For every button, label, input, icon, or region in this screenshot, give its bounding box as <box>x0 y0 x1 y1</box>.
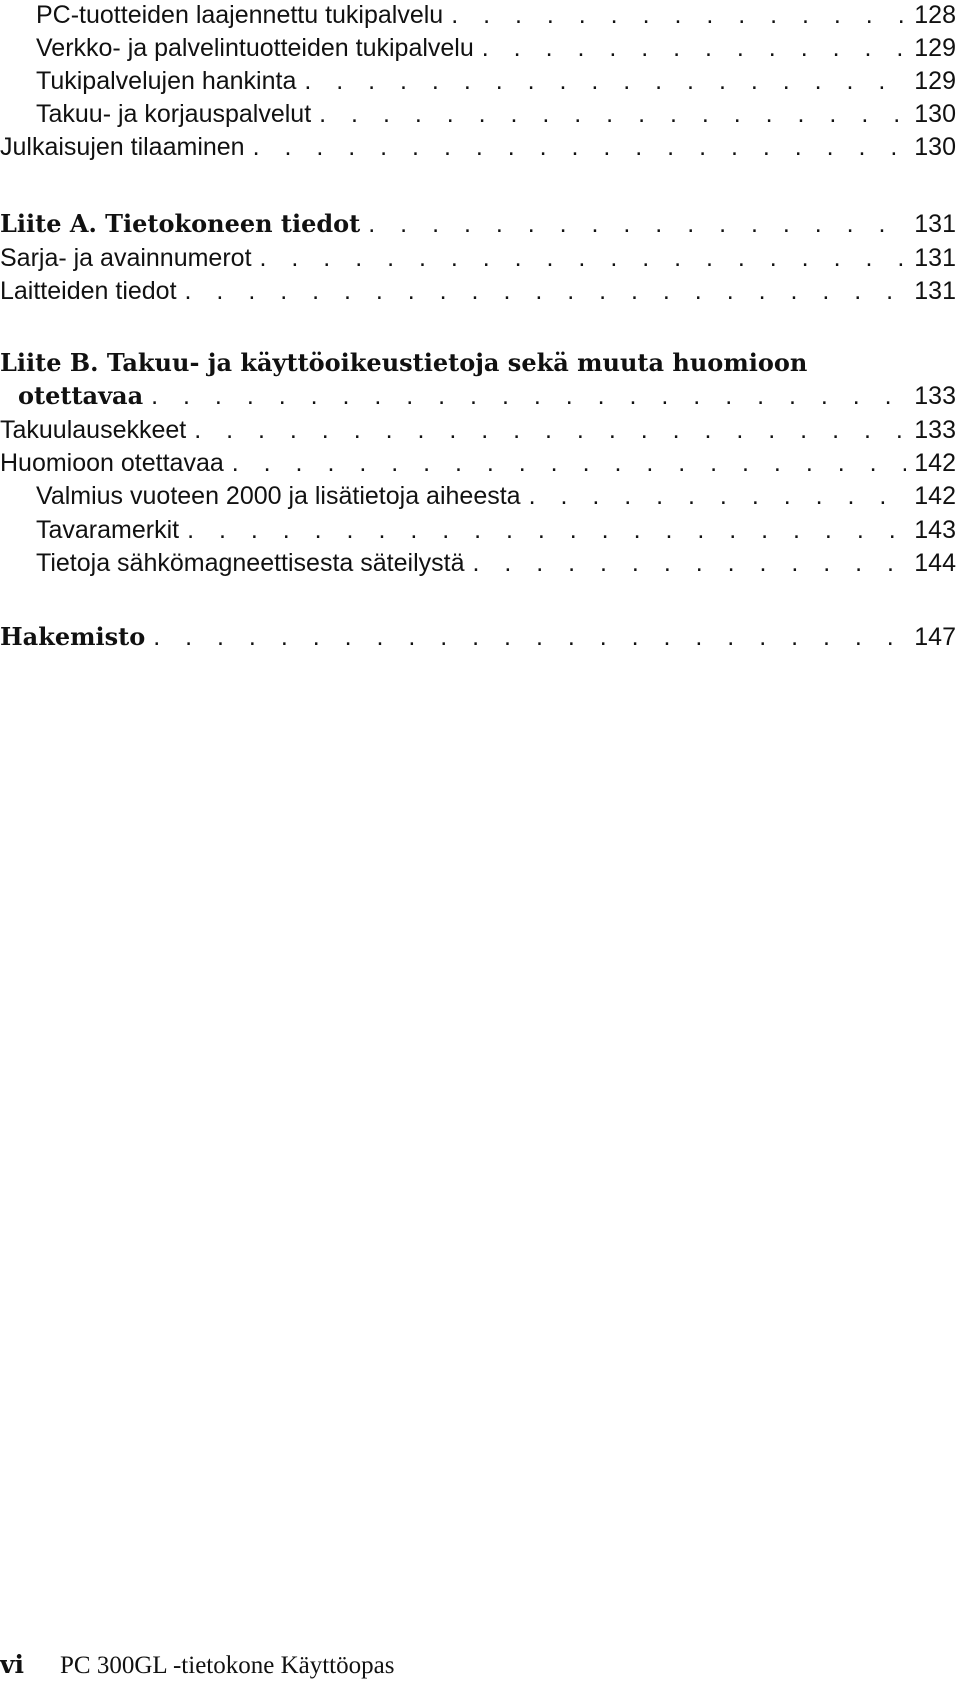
toc-entry-page: 130 <box>914 133 956 161</box>
toc-entry-page: 133 <box>914 382 956 410</box>
toc-entry[interactable] <box>36 478 956 514</box>
toc-entry-title: Tietoja sähkömagneettisesta säteilystä <box>36 549 465 577</box>
toc-entry-page: 147 <box>914 623 956 651</box>
toc-leader <box>319 96 906 132</box>
toc-chapter-entry[interactable] <box>0 206 956 242</box>
toc-entry[interactable] <box>36 30 956 66</box>
toc-entry-page: 129 <box>914 67 956 95</box>
toc-entry-title: Julkaisujen tilaaminen <box>0 133 245 161</box>
toc-entry-title: Verkko- ja palvelintuotteiden tukipalvelu <box>36 34 474 62</box>
toc-entry-page: 129 <box>914 34 956 62</box>
toc-entry-title: Laitteiden tiedot <box>0 277 177 305</box>
toc-chapter-title[interactable]: Liite B. Takuu- ja käyttöoikeustietoja sekä muuta huomioon <box>0 348 808 377</box>
page-footer <box>0 1650 394 1686</box>
toc-entry[interactable] <box>0 273 956 309</box>
toc-entry[interactable] <box>36 0 956 33</box>
toc-chapter-entry[interactable] <box>18 378 956 414</box>
toc-entry-title: Huomioon otettavaa <box>0 449 224 477</box>
toc-leader <box>151 378 906 414</box>
toc-entry-title: Takuu- ja korjauspalvelut <box>36 100 312 128</box>
toc-entry[interactable] <box>36 512 956 548</box>
toc-chapter-title: Liite A. Tietokoneen tiedot <box>0 209 361 238</box>
toc-entry[interactable] <box>36 96 956 132</box>
toc-leader <box>451 0 906 33</box>
toc-leader <box>253 129 906 165</box>
toc-entry-page: 143 <box>914 516 956 544</box>
toc-leader <box>304 63 906 99</box>
toc-leader <box>260 240 906 276</box>
toc-entry-page: 128 <box>914 1 956 29</box>
toc-entry-title: Tavaramerkit <box>36 516 180 544</box>
toc-entry[interactable] <box>0 445 956 481</box>
toc-entry-page: 131 <box>914 277 956 305</box>
toc-entry[interactable] <box>36 63 956 99</box>
toc-leader <box>153 619 906 655</box>
toc-leader <box>529 478 906 514</box>
toc-entry-page: 130 <box>914 100 956 128</box>
toc-entry[interactable] <box>36 545 956 581</box>
toc-leader <box>187 512 906 548</box>
toc-entry-page: 142 <box>914 482 956 510</box>
toc-chapter-entry[interactable] <box>0 619 956 655</box>
toc-chapter-title: Hakemisto <box>0 622 146 651</box>
toc-entry[interactable] <box>0 129 956 165</box>
toc-entry-page: 131 <box>914 244 956 272</box>
toc-leader <box>472 545 906 581</box>
toc-leader <box>194 412 906 448</box>
toc-entry-title: Tukipalvelujen hankinta <box>36 67 297 95</box>
page-number: vi <box>0 1650 25 1679</box>
toc-entry-title: Valmius vuoteen 2000 ja lisätietoja aiheesta <box>36 482 521 510</box>
toc-entry-title: Takuulausekkeet <box>0 416 187 444</box>
toc-entry-title: PC-tuotteiden laajennettu tukipalvelu <box>36 1 444 29</box>
toc-entry-page: 144 <box>914 549 956 577</box>
toc-chapter-title-continued: otettavaa <box>18 381 144 410</box>
book-title: PC 300GL -tietokone Käyttöopas <box>60 1652 395 1679</box>
toc-entry-page: 131 <box>914 210 956 238</box>
toc-entry[interactable] <box>0 412 956 448</box>
toc-entry-page: 133 <box>914 416 956 444</box>
toc-entry-page: 142 <box>914 449 956 477</box>
toc-leader <box>232 445 906 481</box>
toc-entry[interactable] <box>0 240 956 276</box>
toc-entry-title: Sarja- ja avainnumerot <box>0 244 252 272</box>
toc-leader <box>368 206 906 242</box>
toc-leader <box>185 273 906 309</box>
toc-leader <box>482 30 906 66</box>
